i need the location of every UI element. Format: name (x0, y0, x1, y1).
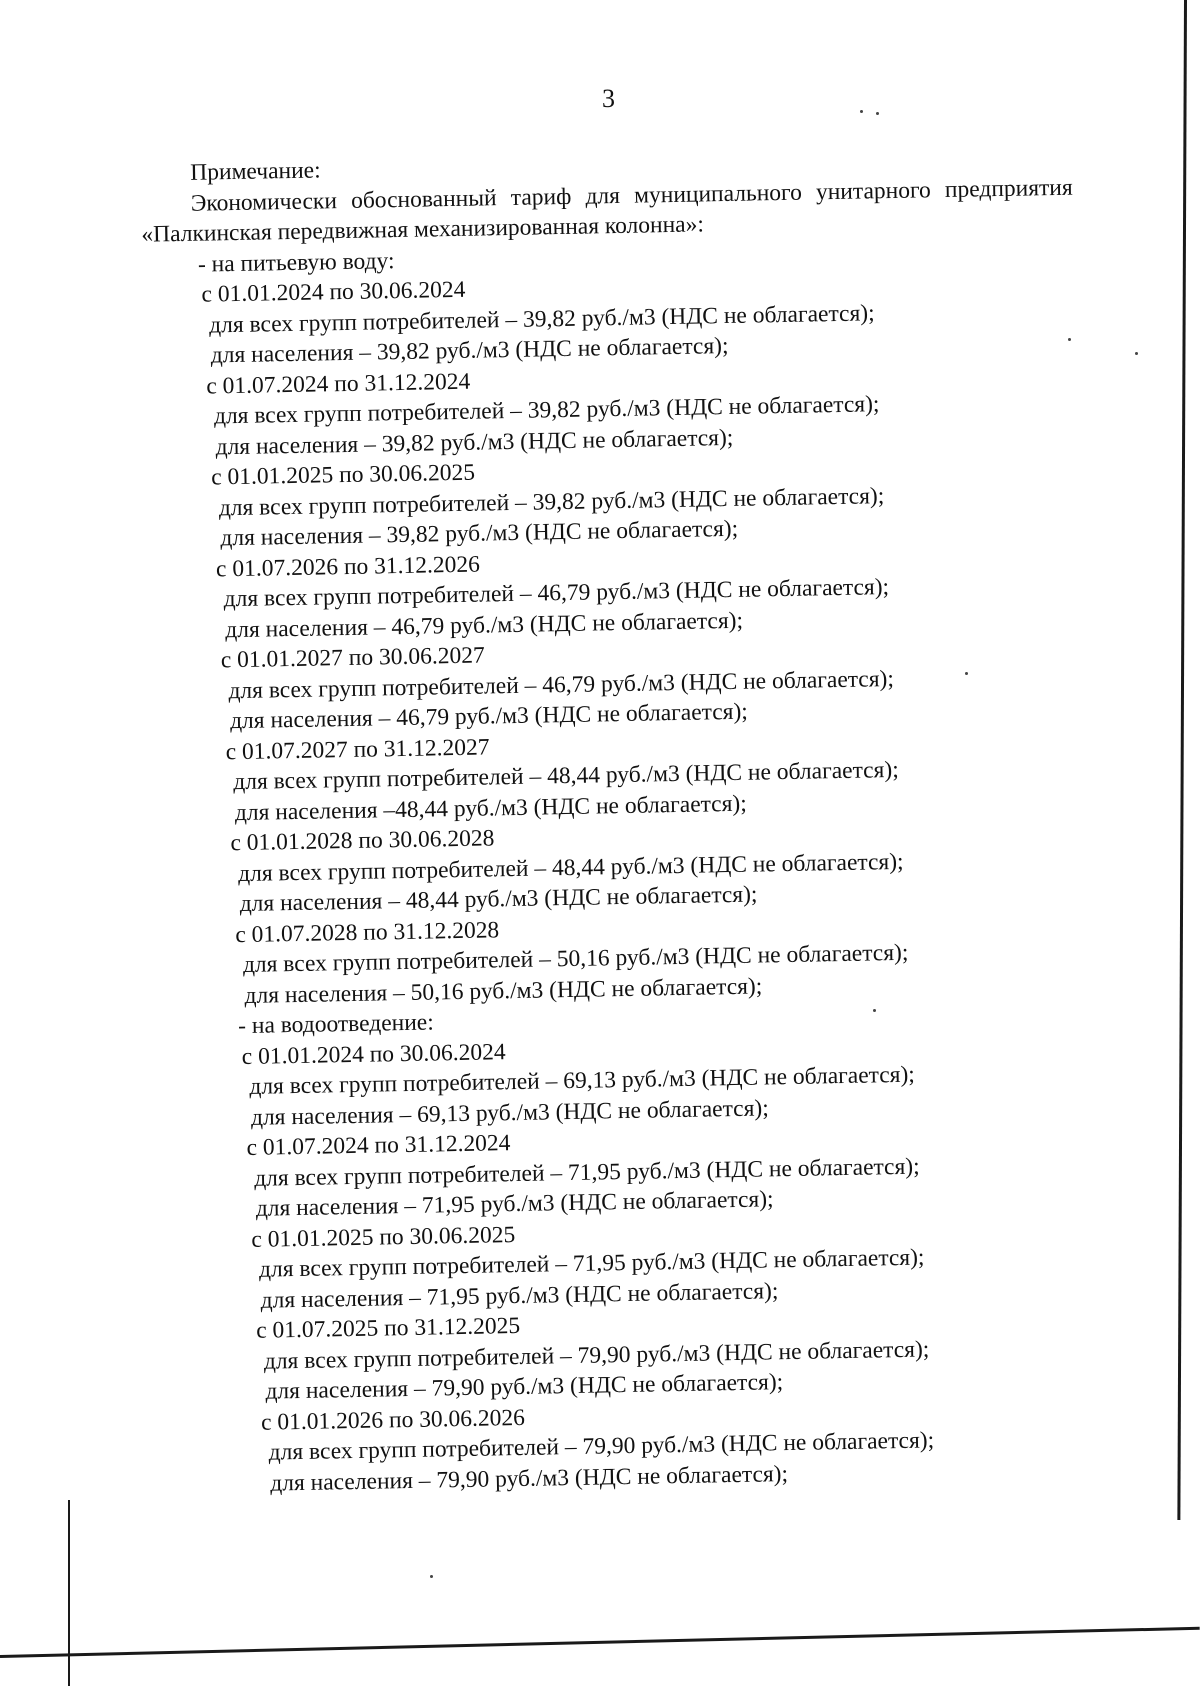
scan-speck (430, 1575, 433, 1578)
tariff-population: для населения – 50,16 руб./м3 (НДС не облагается); (244, 972, 763, 1009)
tariff-population: для населения – 79,90 руб./м3 (НДС не облагается); (265, 1369, 784, 1405)
tariff-period: с 01.01.2028 по 30.06.2028 (230, 825, 495, 857)
tariff-population: для населения – 71,95 руб./м3 (НДС не облагается); (255, 1186, 774, 1222)
tariff-all-consumers: для всех групп потребителей – 39,82 руб./м3 (НДС не облагается); (208, 299, 875, 338)
tariff-all-consumers: для всех групп потребителей – 71,95 руб./м3 (НДС не облагается); (258, 1244, 925, 1283)
intro-word: Экономически (190, 187, 338, 217)
intro-word: муниципального (633, 179, 803, 209)
section-heading: - на питьевую воду: (197, 247, 395, 278)
tariff-period: с 01.07.2024 по 31.12.2024 (206, 368, 471, 400)
page-number: 3 (602, 84, 615, 113)
tariff-population: для населения – 48,44 руб./м3 (НДС не облагается); (239, 881, 758, 918)
tariff-population: для населения –48,44 руб./м3 (НДС не облагается); (234, 790, 748, 826)
tariff-population: для населения – 79,90 руб./м3 (НДС не облагается); (270, 1460, 789, 1497)
tariff-all-consumers: для всех групп потребителей – 71,95 руб./м3 (НДС не облагается); (253, 1153, 920, 1192)
tariff-all-consumers: для всех групп потребителей – 48,44 руб./м3 (НДС не облагается); (233, 756, 899, 796)
intro-paragraph-line: «Палкинская передвижная механизированная колонна»: (141, 211, 705, 248)
tariff-population: для населения – 39,82 руб./м3 (НДС не облагается); (210, 332, 729, 369)
tariff-period: с 01.07.2027 по 31.12.2027 (225, 733, 490, 765)
tariff-period: с 01.07.2026 по 31.12.2026 (215, 551, 481, 582)
intro-word: обоснованный (350, 184, 497, 214)
tariff-all-consumers: для всех групп потребителей – 39,82 руб./м3 (НДС не облагается); (218, 482, 885, 521)
scan-speck (860, 110, 863, 113)
section-heading: - на водоотведение: (237, 1009, 434, 1040)
tariff-all-consumers: для всех групп потребителей – 50,16 руб./м3 (НДС не облагается); (242, 939, 909, 978)
note-content (141, 142, 1104, 1500)
tariff-period: с 01.01.2024 по 30.06.2024 (241, 1038, 506, 1070)
tariff-population: для населения – 46,79 руб./м3 (НДС не облагается); (229, 698, 749, 735)
tariff-all-consumers: для всех групп потребителей – 69,13 руб./м3 (НДС не облагается); (249, 1061, 916, 1100)
tariff-period: с 01.01.2026 по 30.06.2026 (260, 1404, 526, 1436)
tariff-all-consumers: для всех групп потребителей – 79,90 руб./м3 (НДС не облагается); (268, 1427, 935, 1466)
tariff-all-consumers: для всех групп потребителей – 79,90 руб./м3 (НДС не облагается); (263, 1335, 930, 1375)
scan-speck (876, 112, 879, 115)
scan-speck (1135, 352, 1138, 355)
tariff-period: с 01.07.2025 по 31.12.2025 (256, 1312, 521, 1344)
scan-border-bottom (0, 1627, 1200, 1658)
tariff-period: с 01.07.2024 по 31.12.2024 (246, 1130, 511, 1161)
tariff-period: с 01.01.2025 по 30.06.2025 (251, 1221, 516, 1253)
tariff-population: для населения – 39,82 руб./м3 (НДС не облагается); (215, 424, 734, 460)
intro-word: предприятия (944, 174, 1073, 203)
note-title: Примечание: (190, 157, 321, 186)
intro-word: для (585, 182, 621, 210)
scan-border-right (1177, 0, 1187, 1520)
tariff-all-consumers: для всех групп потребителей – 46,79 руб./м3 (НДС не облагается); (228, 665, 895, 704)
tariff-all-consumers: для всех групп потребителей – 39,82 руб./м3 (НДС не облагается); (213, 391, 880, 430)
tariff-period: с 01.01.2024 по 30.06.2024 (201, 276, 466, 308)
tariff-population: для населения – 71,95 руб./м3 (НДС не облагается); (260, 1277, 779, 1314)
tariff-sections (182, 233, 1105, 1500)
tariff-period: с 01.01.2025 по 30.06.2025 (210, 459, 476, 491)
tariff-population: для населения – 39,82 руб./м3 (НДС не облагается); (220, 515, 739, 552)
intro-word: тариф (510, 183, 572, 211)
tariff-period: с 01.01.2027 по 30.06.2027 (220, 642, 485, 674)
scan-border-left (68, 1500, 70, 1686)
intro-word: унитарного (815, 176, 931, 205)
tariff-population: для населения – 46,79 руб./м3 (НДС не облагается); (225, 607, 744, 643)
tariff-all-consumers: для всех групп потребителей – 46,79 руб./м3 (НДС не облагается); (223, 574, 890, 613)
tariff-all-consumers: для всех групп потребителей – 48,44 руб./м3 (НДС не облагается); (237, 848, 904, 887)
tariff-period: с 01.07.2028 по 31.12.2028 (235, 916, 500, 948)
tariff-population: для населения – 69,13 руб./м3 (НДС не облагается); (250, 1094, 769, 1131)
